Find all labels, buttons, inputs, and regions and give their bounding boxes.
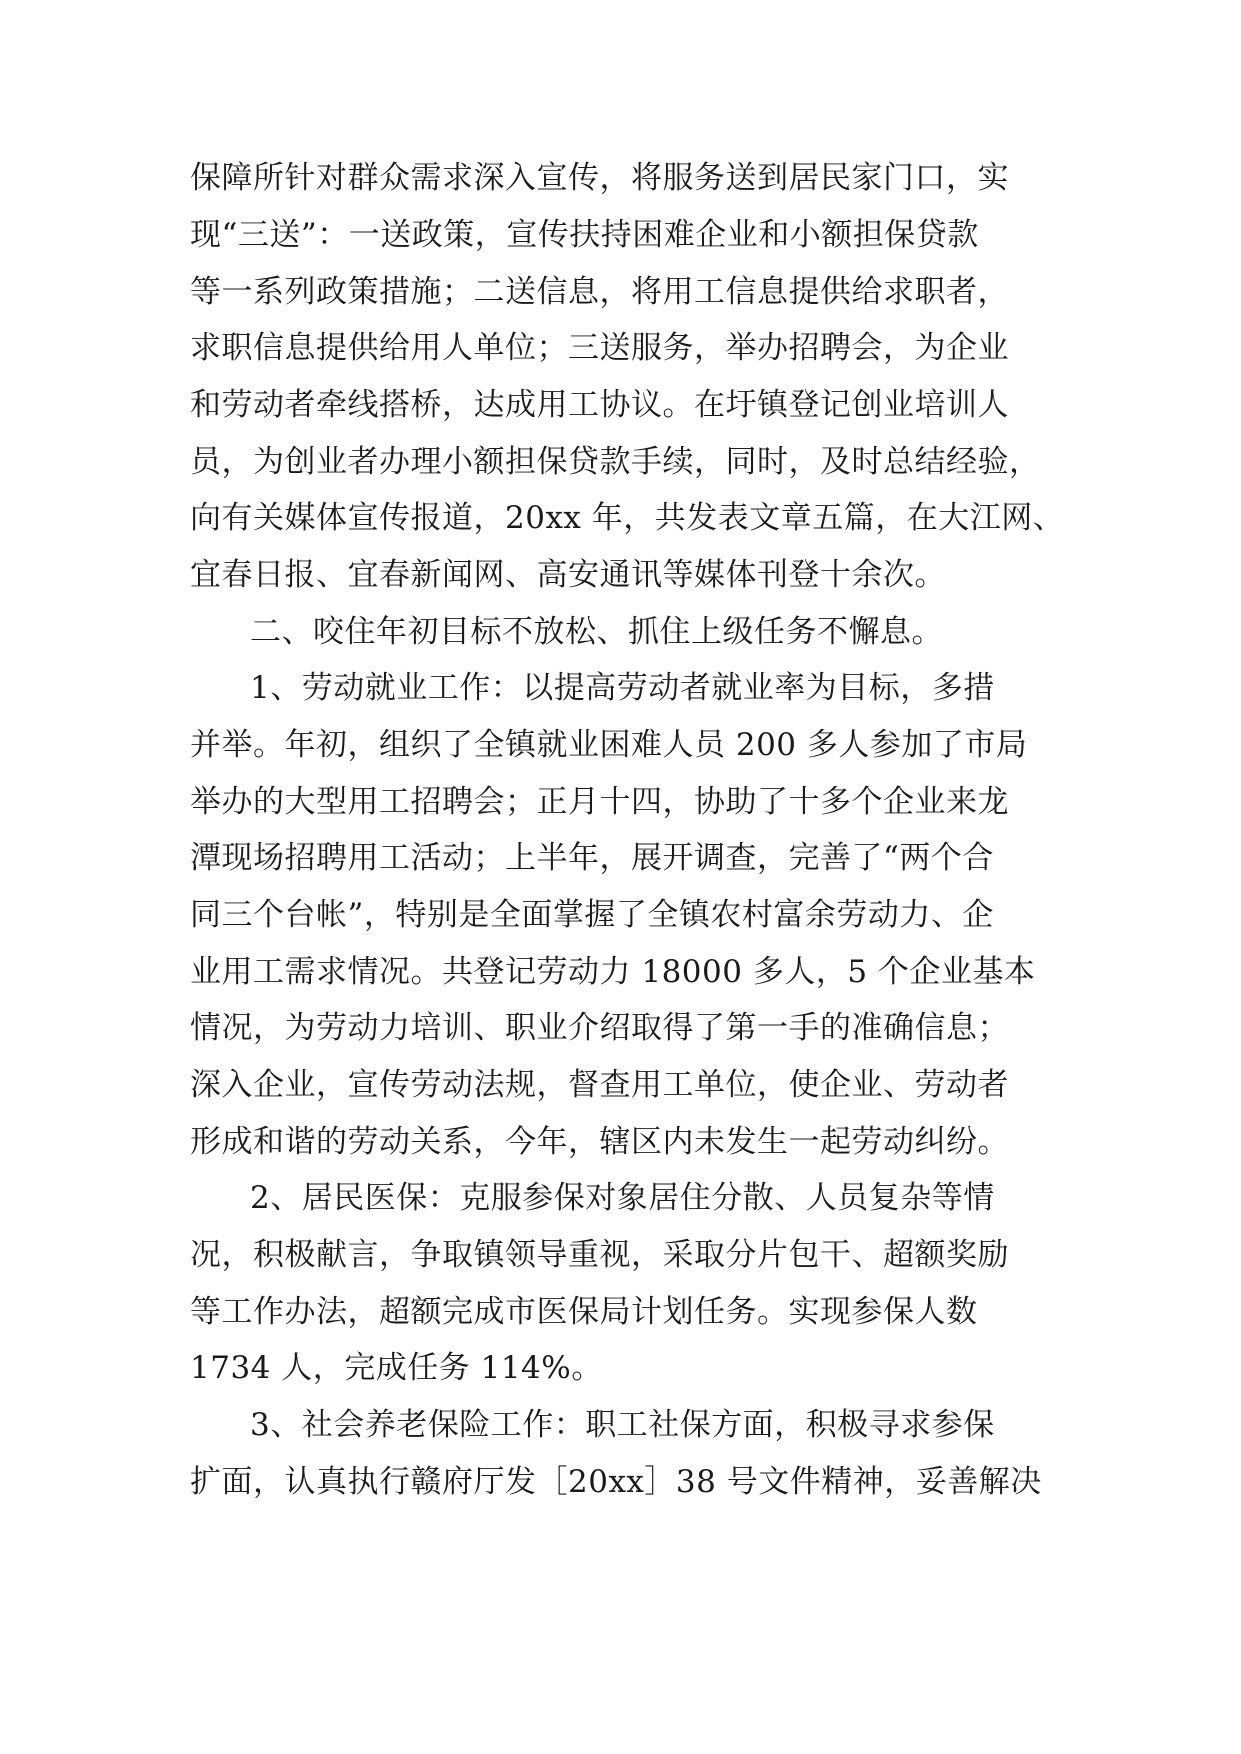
body-text-line: 形成和谐的劳动关系，今年，辖区内未发生一起劳动纠纷。 (190, 1124, 1009, 1160)
body-text-line: 向有关媒体宣传报道，20xx 年，共发表文章五篇，在大江网、 (190, 500, 1065, 536)
paragraph-first-line: 3、社会养老保险工作：职工社保方面，积极寻求参保 (250, 1407, 995, 1443)
body-text-line: 同三个台帐”，特别是全面掌握了全镇农村富余劳动力、企 (190, 897, 994, 933)
body-text-line: 宜春日报、宜春新闻网、高安通讯等媒体刊登十余次。 (190, 557, 946, 593)
body-text-line: 求职信息提供给用人单位；三送服务，举办招聘会，为企业 (190, 330, 1009, 366)
section-heading: 二、咬住年初目标不放松、抓住上级任务不懈息。 (250, 614, 943, 650)
body-text-line: 现“三送”：一送政策，宣传扶持困难企业和小额担保贷款 (190, 217, 979, 253)
body-text-line: 深入企业，宣传劳动法规，督查用工单位，使企业、劳动者 (190, 1067, 1009, 1103)
body-text-line: 扩面，认真执行赣府厅发［20xx］38 号文件精神，妥善解决 (190, 1464, 1042, 1500)
body-text-line: 1734 人，完成任务 114%。 (190, 1350, 603, 1386)
body-text-line: 保障所针对群众需求深入宣传，将服务送到居民家门口，实 (190, 160, 1009, 196)
body-text-line: 和劳动者牵线搭桥，达成用工协议。在圩镇登记创业培训人 (190, 387, 1009, 423)
body-text-line: 业用工需求情况。共登记劳动力 18000 多人，5 个企业基本 (190, 954, 1036, 990)
body-text-line: 并举。年初，组织了全镇就业困难人员 200 多人参加了市局 (190, 727, 1028, 763)
body-text-line: 员，为创业者办理小额担保贷款手续，同时，及时总结经验， (190, 444, 1041, 480)
body-text-line: 潭现场招聘用工活动；上半年，展开调查，完善了“两个合 (190, 840, 994, 876)
body-text-line: 举办的大型用工招聘会；正月十四，协助了十多个企业来龙 (190, 784, 1009, 820)
body-text-line: 等工作办法，超额完成市医保局计划任务。实现参保人数 (190, 1294, 978, 1330)
body-text-line: 等一系列政策措施；二送信息，将用工信息提供给求职者， (190, 274, 1009, 310)
body-text-line: 况，积极献言，争取镇领导重视，采取分片包干、超额奖励 (190, 1237, 1009, 1273)
paragraph-first-line: 2、居民医保：克服参保对象居住分散、人员复杂等情 (250, 1180, 995, 1216)
body-text-line: 情况，为劳动力培训、职业介绍取得了第一手的准确信息； (190, 1010, 1009, 1046)
paragraph-first-line: 1、劳动就业工作：以提高劳动者就业率为目标，多措 (250, 670, 995, 706)
